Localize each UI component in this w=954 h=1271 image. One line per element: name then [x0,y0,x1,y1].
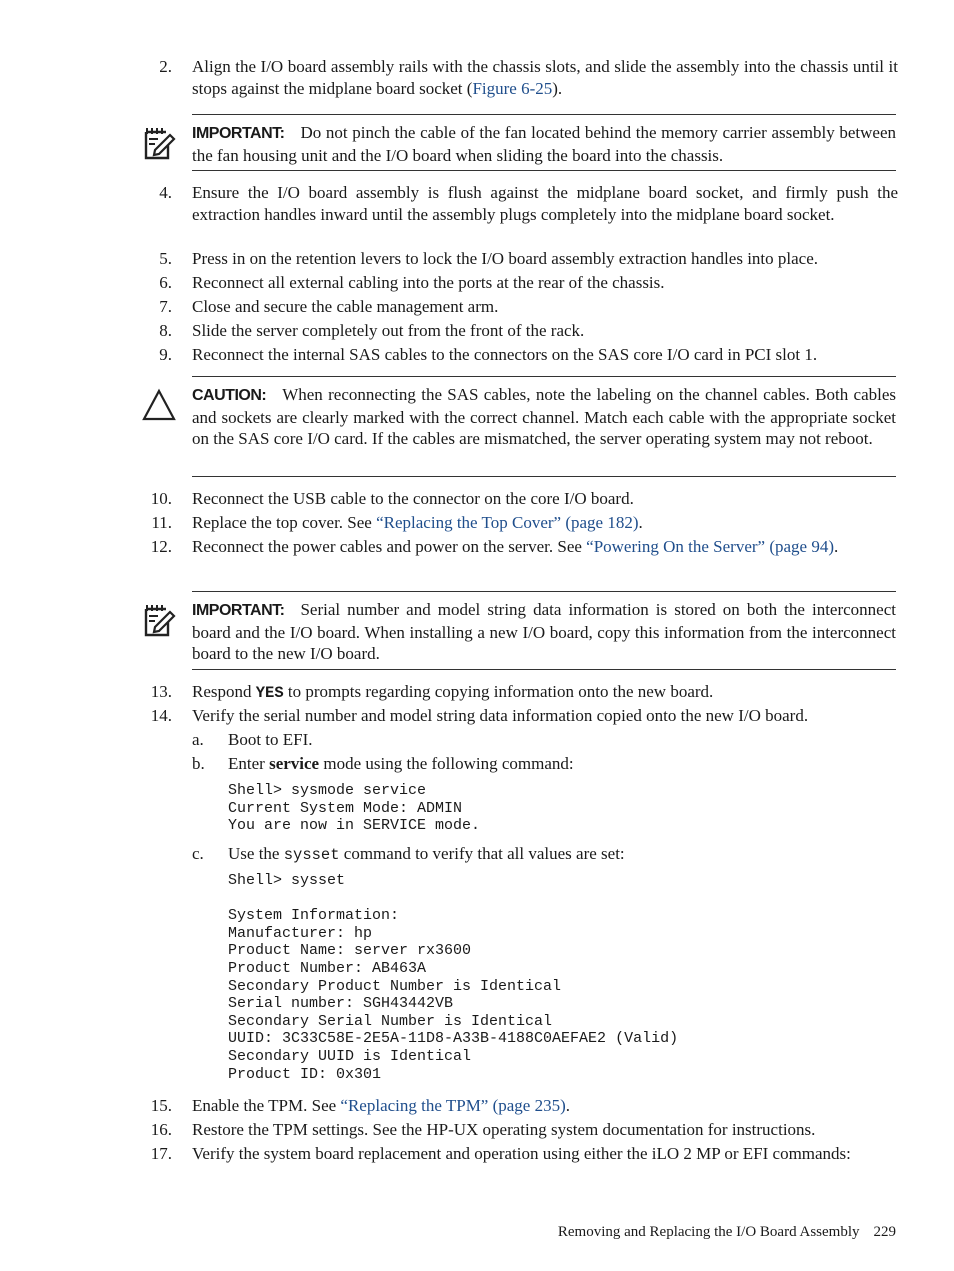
bold-term: service [269,754,320,773]
step-text: Enter service mode using the following command: [228,754,574,773]
inline-code: YES [255,684,284,702]
step-text: Enable the TPM. See “Replacing the TPM” (page 235). [192,1096,571,1115]
step-number: 9. [159,345,172,364]
step-number: 13. [150,682,172,701]
step-text: Reconnect all external cabling into the ports at the rear of the chassis. [192,273,665,292]
note-top-rule [192,114,896,115]
step-text: Slide the server completely out from the front of the rack. [192,321,585,340]
step-text: Align the I/O board assembly rails with the chassis slots, and slide the assembly into the chassis until it stops against the midplane board socket (Figure 6-25). [192,57,898,98]
step-text: Use the sysset command to verify that all values are set: [228,844,625,864]
footer-title: Removing and Replacing the I/O Board Assembly [557,1224,860,1240]
step-number: 7. [159,297,172,316]
step-number: 5. [159,249,172,268]
note-label: IMPORTANT: [192,125,285,142]
note-label: IMPORTANT: [192,602,285,619]
note-bottom-rule [192,476,896,477]
note-bottom-rule [192,170,896,171]
important-note-icon [142,603,176,637]
substep-letter: c. [192,844,204,863]
step-text: Ensure the I/O board assembly is flush against the midplane board socket, and firmly push the extraction handles inward until the assembly plugs completely into the midplane board socket. [192,183,898,224]
step-number: 15. [150,1096,172,1115]
note-top-rule [192,591,896,592]
step-number: 14. [150,706,172,725]
step-text: Reconnect the power cables and power on the server. See “Powering On the Server” (page 94). [192,537,839,556]
figure-link[interactable]: Figure 6-25 [472,78,553,98]
substep-letter: a. [192,730,204,749]
caution-triangle-icon [142,388,176,422]
note-label: CAUTION: [192,387,267,404]
step-number: 8. [159,321,172,340]
step-text: Verify the system board replacement and operation using either the iLO 2 MP or EFI commands: [192,1144,851,1163]
step-text: Reconnect the USB cable to the connector on the core I/O board. [192,489,634,508]
step-text: Boot to EFI. [228,730,313,749]
note-top-rule [192,376,896,377]
replacing-top-cover-link[interactable]: “Replacing the Top Cover” (page 182) [376,513,639,532]
step-number: 16. [150,1120,172,1139]
step-text: Restore the TPM settings. See the HP-UX operating system documentation for instructions. [192,1120,816,1139]
step-text: Reconnect the internal SAS cables to the connectors on the SAS core I/O card in PCI slot 1. [192,345,818,364]
powering-on-server-link[interactable]: “Powering On the Server” (page 94) [586,537,834,556]
inline-code: sysset [283,846,340,864]
step-text: Replace the top cover. See “Replacing the Top Cover” (page 182). [192,513,643,532]
step-text: Press in on the retention levers to lock the I/O board assembly extraction handles into place. [192,249,818,268]
step-number: 12. [150,537,172,556]
step-text: Respond YES to prompts regarding copying information onto the new board. [192,682,714,702]
note-body: IMPORTANT: Do not pinch the cable of the fan located behind the memory carrier assembly between the fan housing unit and the I/O board when sliding the board into the chassis. [192,123,896,165]
substep-letter: b. [192,754,205,773]
sysset-code-block: Shell> sysset System Information: Manufacturer: hp Product Name: server rx3600 Product Number: AB463A Secondary Product Number is Identical Serial number: SGH43442VB Secondary Serial Number is Identical UUID: 3C33C58E-2E5A-11D8-A33B-4188C0AEFAE2 (Valid) Secondary UUID is Identical Product ID: 0x301 [228,872,679,1083]
step-number: 17. [150,1144,172,1163]
step-text: Verify the serial number and model string data information copied onto the new I/O board. [192,706,809,725]
step-number: 10. [150,489,172,508]
step-number: 11. [151,513,172,532]
note-body: CAUTION: When reconnecting the SAS cables, note the labeling on the channel cables. Both cables and sockets are clearly marked with the correct channel. Match each cable with the appropriate socket on the SAS core I/O card. If the cables are mismatched, the server operating system may not reboot. [192,385,896,448]
important-note-icon [142,126,176,160]
page-footer [558,1222,896,1244]
sysmode-code-block: Shell> sysmode service Current System Mode: ADMIN You are now in SERVICE mode. [228,782,481,835]
step-number: 2. [159,57,172,76]
page-number: 229 [873,1224,896,1240]
step-text: Close and secure the cable management arm. [192,297,499,316]
note-body: IMPORTANT: Serial number and model string data information is stored on both the interconnect board and the I/O board. When installing a new I/O board, copy this information from the interconnect board to the new I/O board. [192,600,896,663]
replacing-tpm-link[interactable]: “Replacing the TPM” (page 235) [340,1096,566,1115]
step-number: 4. [159,183,172,202]
note-bottom-rule [192,669,896,670]
step-number: 6. [159,273,172,292]
